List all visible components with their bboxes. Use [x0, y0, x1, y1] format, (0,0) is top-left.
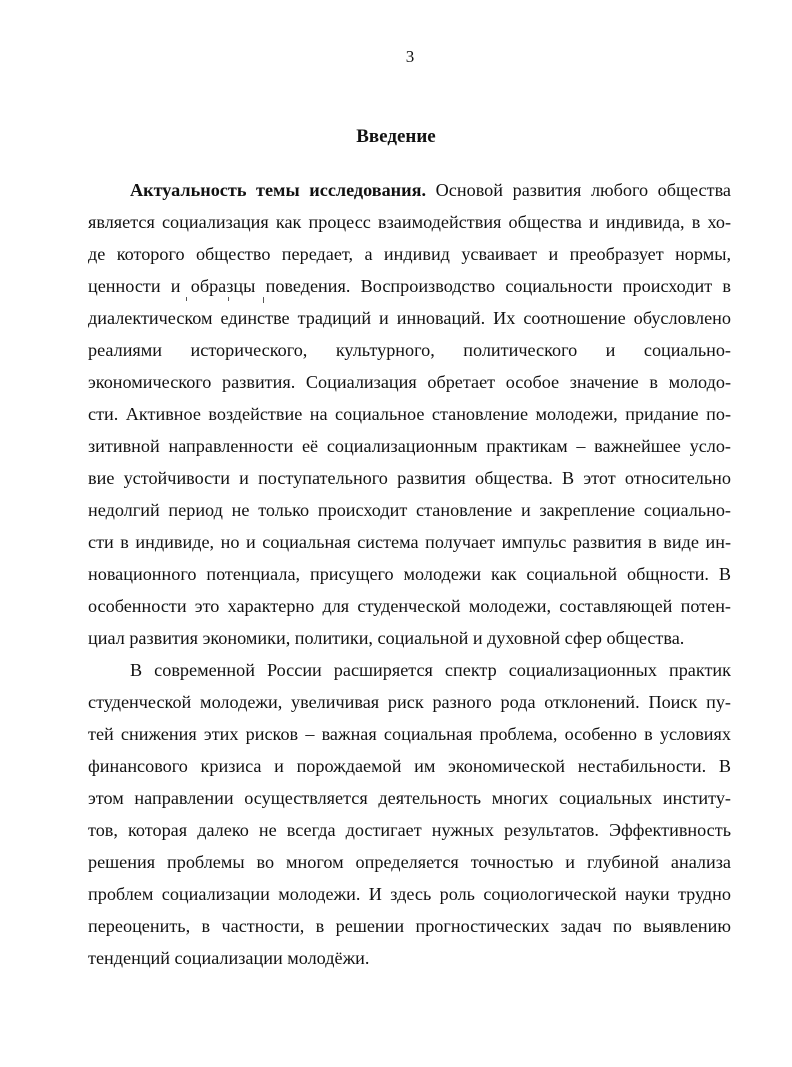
text-line: решения проблемы во многом определяется точностью и глубиной анализа: [88, 852, 731, 872]
text-line: проблем социализации молодежи. И здесь роль социологической науки трудно: [88, 884, 731, 904]
text-line: является социализация как процесс взаимодействия общества и индивида, в хо-: [88, 212, 731, 232]
text-line: зитивной направленности её социализационным практикам – важнейшее усло-: [88, 436, 731, 456]
text-line: циал развития экономики, политики, социальной и духовной сфер общества.: [88, 628, 685, 648]
text-line: сти. Активное воздействие на социальное становление молодежи, придание по-: [88, 404, 731, 424]
text-line: [130, 178, 731, 202]
scan-speck: [263, 297, 264, 303]
text-line: диалектическом единстве традиций и инноваций. Их соотношение обусловлено: [88, 308, 731, 328]
text-line: сти в индивиде, но и социальная система получает импульс развития в виде ин-: [88, 532, 731, 552]
text-line: тей снижения этих рисков – важная социальная проблема, особенно в условиях: [88, 724, 731, 744]
text-line: недолгий период не только происходит становление и закрепление социально-: [88, 500, 731, 520]
text-line: тов, которая далеко не всегда достигает нужных результатов. Эффективность: [88, 820, 731, 840]
text-line: тенденций социализации молодёжи.: [88, 948, 370, 968]
text-line: де которого общество передает, а индивид усваивает и преобразует нормы,: [88, 244, 731, 264]
scan-speck: [186, 297, 187, 301]
page-number: 3: [405, 47, 415, 66]
text-line: студенческой молодежи, увеличивая риск разного рода отклонений. Поиск пу-: [88, 692, 731, 712]
text-line: ценности и образцы поведения. Воспроизводство социальности происходит в: [88, 276, 731, 296]
text-line: этом направлении осуществляется деятельность многих социальных институ-: [88, 788, 731, 808]
text-line: В современной России расширяется спектр социализационных практик: [130, 660, 731, 680]
text-line: особенности это характерно для студенческой молодежи, составляющей потен-: [88, 596, 731, 616]
text-line: экономического развития. Социализация обретает особое значение в молодо-: [88, 372, 731, 392]
scan-speck: [228, 297, 229, 301]
text-line: финансового кризиса и порождаемой им экономической нестабильности. В: [88, 756, 731, 776]
text-line: вие устойчивости и поступательного развития общества. В этот относительно: [88, 468, 731, 488]
text-line: реалиями исторического, культурного, политического и социально-: [88, 340, 731, 360]
text-line: новационного потенциала, присущего молодежи как социальной общности. В: [88, 564, 731, 584]
text-line: переоценить, в частности, в решении прогностических задач по выявлению: [88, 916, 731, 936]
page-title: Введение: [356, 126, 436, 147]
text-fragment: Основой развития любого общества: [435, 180, 731, 200]
lead-phrase: Актуальность темы исследования.: [130, 180, 427, 200]
